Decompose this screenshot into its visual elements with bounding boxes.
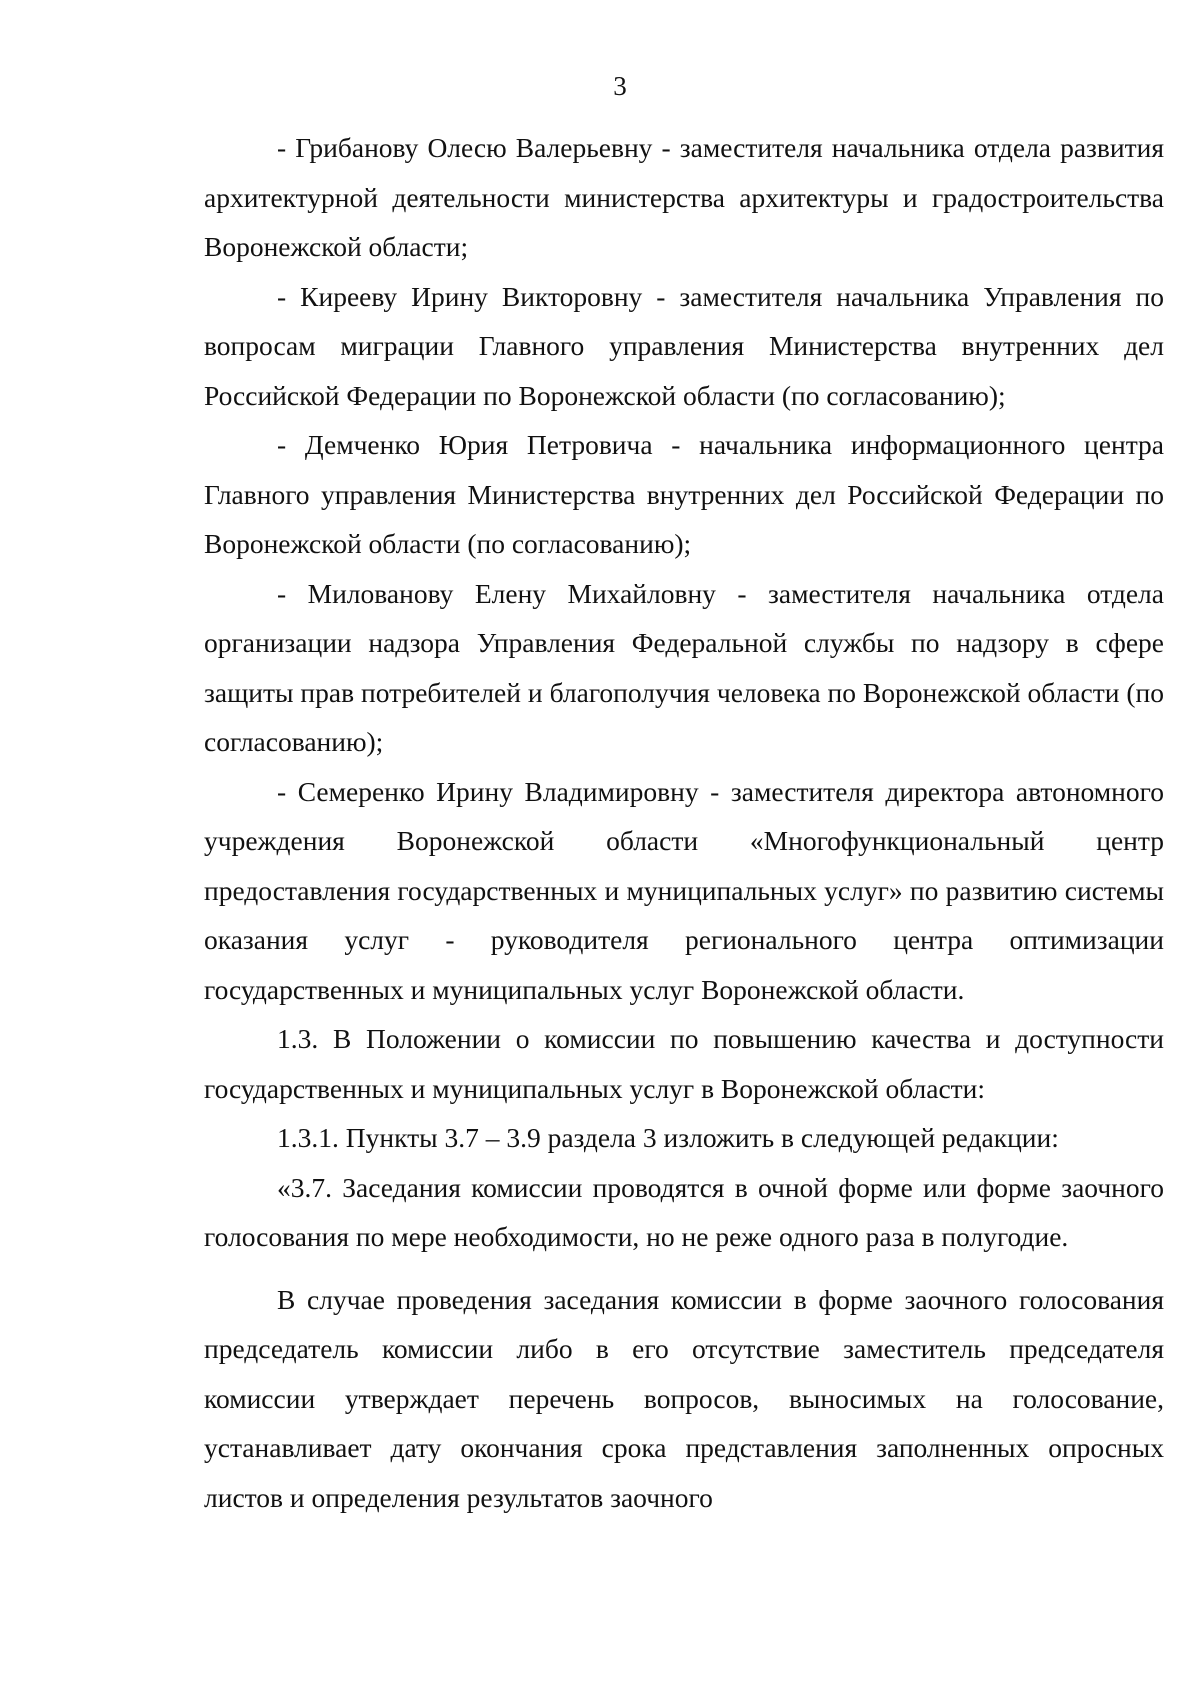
paragraph-demchenko: - Демченко Юрия Петровича - начальника информационного центра Главного управления Министерства внутренних дел Российской Федерации по Воронежской области (по согласованию); (204, 429, 1164, 559)
paragraph-semerenko: - Семеренко Ирину Владимировну - заместителя директора автономного учреждения Воронежской области «Многофункциональный центр предоставления государственных и муниципальных услуг» по развитию системы оказания услуг - руководителя регионального центра оптимизации государственных и муниципальных услуг Воронежской области. (204, 775, 1164, 1005)
paragraph-kireeva: - Кирееву Ирину Викторовну - заместителя начальника Управления по вопросам миграции Главного управления Министерства внутренних дел Российской Федерации по Воронежской области (по согласованию); (204, 280, 1164, 411)
paragraph-absentee-voting: В случае проведения заседания комиссии в форме заочного голосования председатель комиссии либо в его отсутствие заместитель председателя комиссии утверждает перечень вопросов, выносимых на голосование, устанавливает дату окончания срока представления заполненных опросных листов и определения результатов заочного (204, 1283, 1164, 1513)
paragraph-gribanova: - Грибанову Олесю Валерьевну - заместителя начальника отдела развития архитектурной деятельности министерства архитектуры и градостроительства Воронежской области; (204, 132, 1164, 262)
paragraph-milovanova: - Милованову Елену Михайловну - заместителя начальника отдела организации надзора Управления Федеральной службы по надзору в сфере защиты прав потребителей и благополучия человека по Воронежской области (по согласованию); (204, 577, 1164, 757)
paragraph-section-1-3-1: 1.3.1. Пункты 3.7 – 3.9 раздела 3 изложить в следующей редакции: (277, 1122, 1059, 1153)
page-number: 3 (613, 71, 627, 101)
paragraph-section-1-3: 1.3. В Положении о комиссии по повышению качества и доступности государственных и муниципальных услуг в Воронежской области: (204, 1023, 1164, 1104)
document-body (204, 123, 1164, 1522)
paragraph-clause-3-7: «3.7. Заседания комиссии проводятся в очной форме или форме заочного голосования по мере необходимости, но не реже одного раза в полугодие. (204, 1171, 1164, 1252)
